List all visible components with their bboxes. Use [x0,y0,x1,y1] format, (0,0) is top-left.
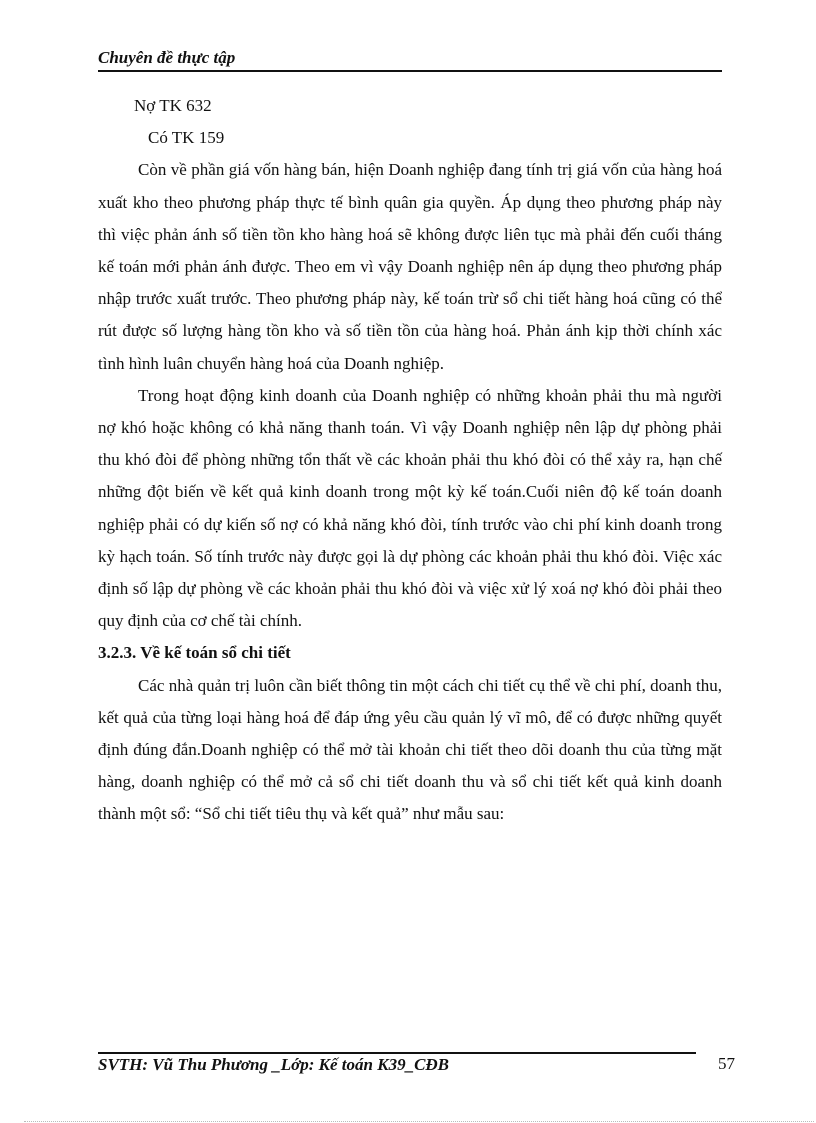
paragraph-bad-debt-provision: Trong hoạt động kinh doanh của Doanh nghiệp có những khoản phải thu mà người nợ khó hoặc không có khả năng thanh toán. Vì vậy Doanh nghiệp nên lập dự phòng phải thu khó đòi để phòng những tổn thất về các khoản phải thu khó đòi có thể xảy ra, hạn chế những đột biến về kết quả kinh doanh trong một kỳ kế toán.Cuối niên độ kế toán doanh nghiệp phải có dự kiến số nợ có khả năng khó đòi, tính trước vào chi phí kinh doanh trong kỳ hạch toán. Số tính trước này được gọi là dự phòng các khoản phải thu khó đòi. Việc xác định số lập dự phòng về các khoản phải thu khó đòi và việc xử lý xoá nợ khó đòi phải theo quy định của cơ chế tài chính. [98,385,722,631]
paragraph-detail-ledger: Các nhà quản trị luôn cần biết thông tin một cách chi tiết cụ thể về chi phí, doanh thu, kết quả của từng loại hàng hoá để đáp ứng yêu cầu quản lý vĩ mô, để có được những quyết định đúng đắn.Doanh nghiệp có thể mở tài khoản chi tiết theo dõi doanh thu của từng mặt hàng, doanh nghiệp có thể mở cả sổ chi tiết doanh thu và sổ chi tiết kết quả kinh doanh thành một sổ: “Sổ chi tiết tiêu thụ và kết quả” như mẫu sau: [98,675,722,824]
section-heading: 3.2.3. Về kế toán sổ chi tiết [98,643,291,663]
page-header-title: Chuyên đề thực tập [98,48,236,67]
accounting-entry-credit: Có TK 159 [148,128,225,148]
footer-divider [98,1052,696,1054]
page-number: 57 [718,1054,735,1073]
page-edge-divider [24,1121,814,1122]
document-body [98,90,722,831]
paragraph-cost-of-goods: Còn về phần giá vốn hàng bán, hiện Doanh nghiệp đang tính trị giá vốn của hàng hoá xuất kho theo phương pháp thực tế bình quân gia quyền. Áp dụng theo phương pháp này thì việc phản ánh số tiền tồn kho hàng hoá sẽ không được liên tục mà phải đến cuối tháng kế toán mới phản ánh được. Theo em vì vậy Doanh nghiệp nên áp dụng theo phương pháp nhập trước xuất trước. Theo phương pháp này, kế toán trừ sổ chi tiết hàng hoá cũng có thể rút được số lượng hàng tồn kho và số tiền tồn của hàng hoá. Phản ánh kịp thời chính xác tình hình luân chuyển hàng hoá của Doanh nghiệp. [98,160,722,373]
header-divider [98,70,722,72]
footer-author-line: SVTH: Vũ Thu Phương _Lớp: Kế toán K39_CĐB [98,1055,450,1074]
accounting-entry-debit: Nợ TK 632 [134,96,212,115]
